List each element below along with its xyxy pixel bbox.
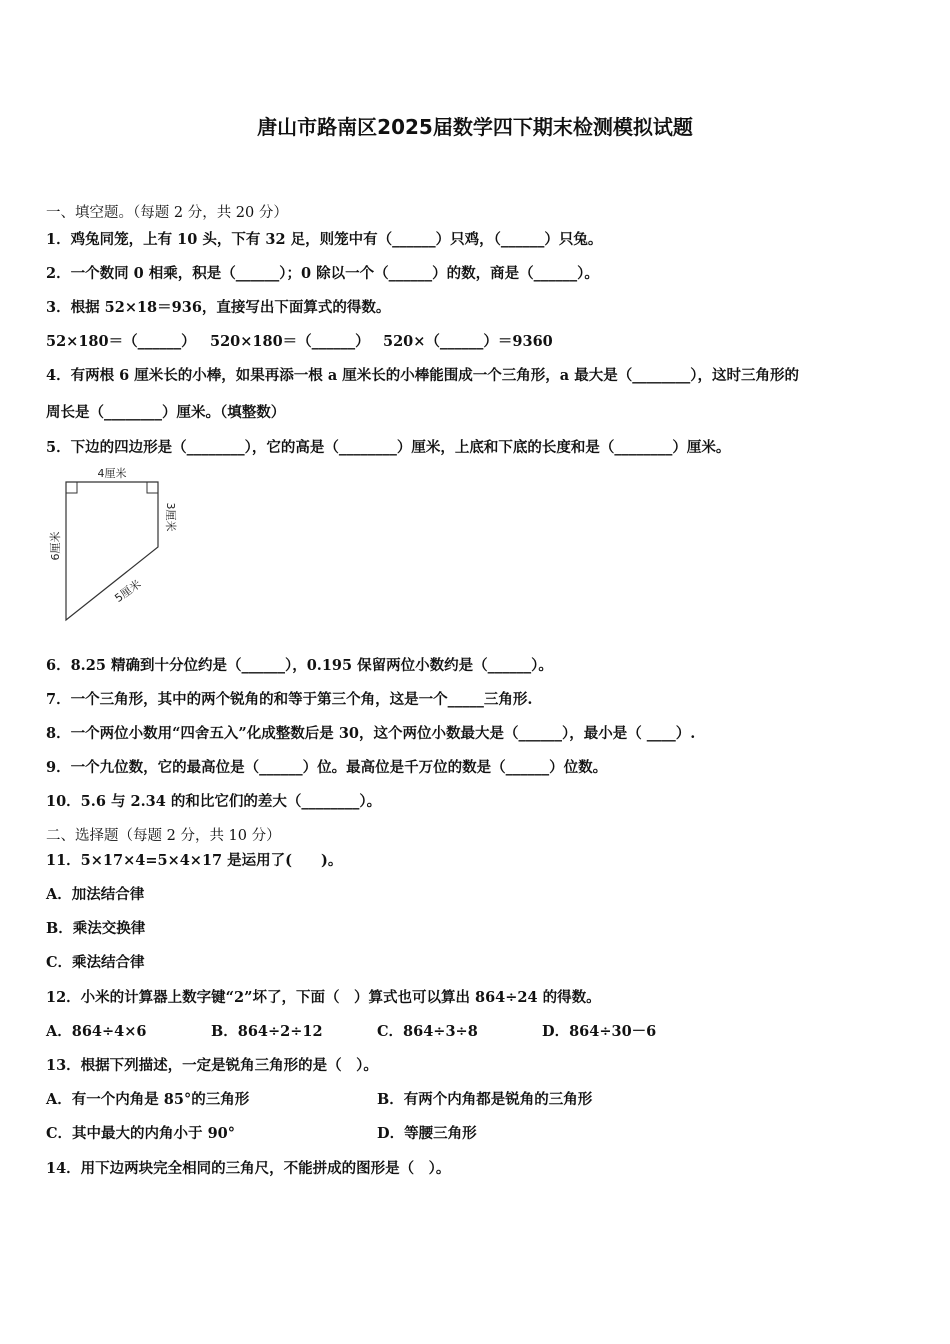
question-6: 6．8.25 精确到十分位约是（______），0.195 保留两位小数约是（______）。 — [46, 657, 553, 674]
trapezoid-figure — [46, 462, 196, 627]
right-angle-mark-left — [66, 482, 77, 493]
question-11: 11．5×17×4=5×4×17 是运用了( )。 — [46, 852, 343, 869]
question-11-option-c: C．乘法结合律 — [46, 954, 145, 971]
trapezoid-shape — [66, 482, 158, 620]
question-4-line-2: 周长是（________）厘米。（填整数） — [46, 404, 286, 421]
question-13-option-d: D．等腰三角形 — [377, 1125, 477, 1142]
question-4-line-1: 4．有两根 6 厘米长的小棒，如果再添一根 a 厘米长的小棒能围成一个三角形，a 最大是（________），这时三角形的 — [46, 367, 799, 384]
question-13-option-c: C．其中最大的内角小于 90° — [46, 1125, 236, 1142]
question-3-item-1: 52×180＝（______） — [46, 333, 196, 350]
question-13: 13．根据下列描述，一定是锐角三角形的是（ ）。 — [46, 1057, 378, 1074]
question-3-item-3: 520×（______）＝9360 — [383, 333, 553, 350]
question-12: 12．小米的计算器上数字键“2”坏了，下面（ ）算式也可以算出 864÷24 的得数。 — [46, 989, 601, 1006]
label-right-side: 3厘米 — [164, 502, 177, 532]
question-8: 8．一个两位小数用“四舍五入”化成整数后是 30，这个两位小数最大是（______），最小是（ ____）. — [46, 725, 696, 742]
question-2: 2．一个数同 0 相乘，积是（______）；0 除以一个（______）的数，商是（______）。 — [46, 265, 599, 282]
question-3-item-2: 520×180＝（______） — [210, 333, 370, 350]
label-slant-side: 5厘米 — [112, 577, 144, 605]
question-12-option-a: A．864÷4×6 — [46, 1023, 147, 1040]
question-3: 3．根据 52×18＝936，直接写出下面算式的得数。 — [46, 299, 391, 316]
question-12-option-b: B．864÷2÷12 — [211, 1023, 323, 1040]
question-13-option-a: A．有一个内角是 85°的三角形 — [46, 1091, 250, 1108]
question-12-option-d: D．864÷30－6 — [542, 1023, 657, 1040]
question-5: 5．下边的四边形是（________），它的高是（________）厘米，上底和下底的长度和是（________）厘米。 — [46, 439, 731, 456]
question-7: 7．一个三角形，其中的两个锐角的和等于第三个角，这是一个_____三角形. — [46, 691, 533, 708]
question-11-option-a: A．加法结合律 — [46, 886, 145, 903]
question-12-option-c: C．864÷3÷8 — [377, 1023, 478, 1040]
question-14: 14．用下边两块完全相同的三角尺，不能拼成的图形是（ ）。 — [46, 1160, 451, 1177]
label-left-side: 6厘米 — [49, 531, 62, 561]
question-11-option-b: B．乘法交换律 — [46, 920, 146, 937]
question-10: 10．5.6 与 2.34 的和比它们的差大（________）。 — [46, 793, 382, 810]
page-title: 唐山市路南区2025届数学四下期末检测模拟试题 — [257, 115, 693, 139]
right-angle-mark-right — [147, 482, 158, 493]
section1-heading: 一、填空题。（每题 2 分，共 20 分） — [46, 205, 288, 221]
label-top-side: 4厘米 — [97, 467, 127, 480]
question-9: 9．一个九位数，它的最高位是（______）位。最高位是千万位的数是（______）位数。 — [46, 759, 608, 776]
question-1: 1．鸡兔同笼，上有 10 头，下有 32 足，则笼中有（______）只鸡，（______）只兔。 — [46, 231, 603, 248]
question-13-option-b: B．有两个内角都是锐角的三角形 — [377, 1091, 593, 1108]
section2-heading: 二、选择题（每题 2 分，共 10 分） — [46, 828, 281, 844]
